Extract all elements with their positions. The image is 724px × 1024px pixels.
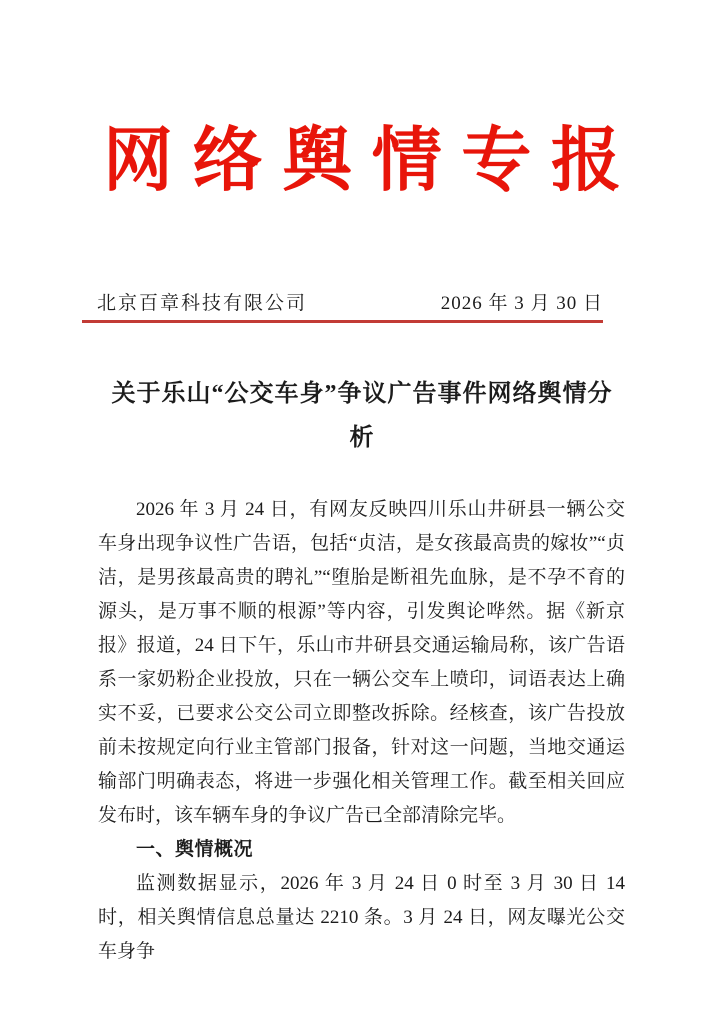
section-1-heading: 一、舆情概况 [136,839,254,860]
document-title: 关于乐山“公交车身”争议广告事件网络舆情分析 [111,381,613,451]
document-body [98,493,625,969]
report-header [97,291,603,317]
intro-paragraph: 2026 年 3 月 24 日，有网友反映四川乐山井研县一辆公交车身出现争议性广告语，包括“贞洁，是女孩最高贵的嫁妆”“贞洁，是男孩最高贵的聘礼”“堕胎是断祖先血脉，是不孕不育的源头，是万事不顺的根源”等内容，引发舆论哗然。据《新京报》报道，24 日下午，乐山市井研县交通运输局称，该广告语系一家奶粉企业投放，只在一辆公交车上喷印，词语表达上确实不妥，已要求公交公司立即整改拆除。经核查，该广告投放前未按规定向行业主管部门报备，针对这一问题，当地交通运输部门明确表态，将进一步强化相关管理工作。截至相关回应发布时，该车辆车身的争议广告已全部清除完毕。 [98,499,625,826]
organization-name: 北京百章科技有限公司 [97,293,308,314]
banner-title: 网络舆情专报 [102,118,641,201]
section-1-paragraph: 监测数据显示，2026 年 3 月 24 日 0 时至 3 月 30 日 14 时，相关舆情信息总量达 2210 条。3 月 24 日，网友曝光公交车身争 [98,873,625,962]
header-rule-divider [82,320,603,323]
report-date: 2026 年 3 月 30 日 [440,293,603,314]
document-title-wrap [0,372,724,460]
